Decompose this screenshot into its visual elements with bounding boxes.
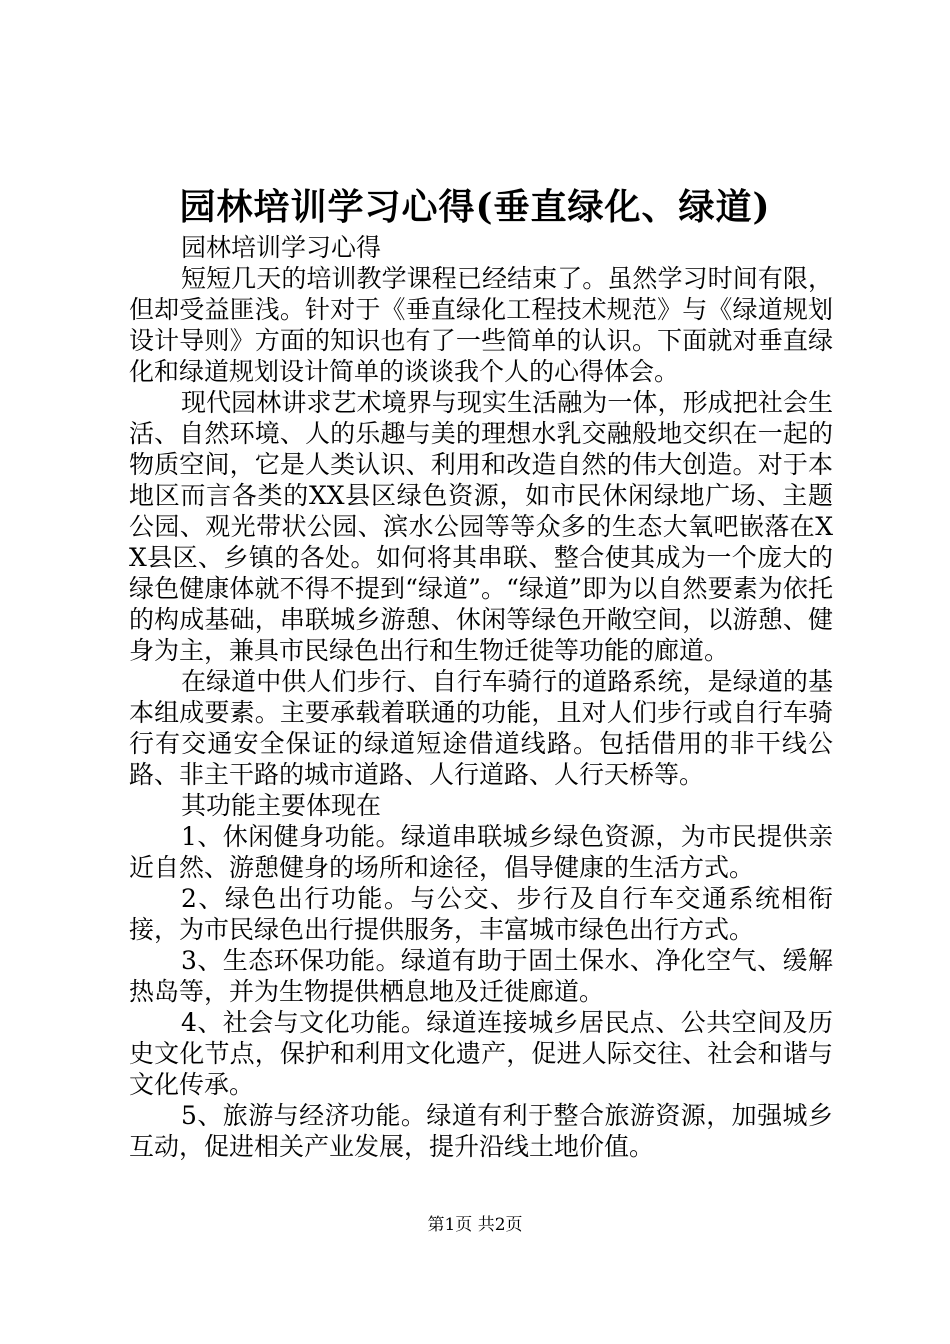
paragraph-heading: 园林培训学习心得 [181, 233, 382, 262]
document-title: 园林培训学习心得(垂直绿化、绿道) [179, 186, 771, 228]
list-item-function-4: 4、社会与文化功能。绿道连接城乡居民点、公共空间及历史文化节点，保护和利用文化遗产，促进人际交往、社会和谐与文化传承。 [129, 1008, 833, 1099]
page-number-footer: 第1页 共2页 [427, 1215, 523, 1235]
list-item-function-3: 3、生态环保功能。绿道有助于固土保水、净化空气、缓解热岛等，并为生物提供栖息地及迁徙廊道。 [129, 946, 833, 1006]
list-item-function-2: 2、绿色出行功能。与公交、步行及自行车交通系统相衔接，为市民绿色出行提供服务，丰富城市绿色出行方式。 [129, 884, 833, 944]
paragraph-functions-intro: 其功能主要体现在 [181, 791, 382, 820]
document-body [129, 232, 833, 1162]
paragraph-modern-garden: 现代园林讲求艺术境界与现实生活融为一体，形成把社会生活、自然环境、人的乐趣与美的理想水乳交融般地交织在一起的物质空间，它是人类认识、利用和改造自然的伟大创造。对于本地区而言各类的XX县区绿色资源，如市民休闲绿地广场、主题公园、观光带状公园、滨水公园等等众多的生态大氧吧嵌落在XX县区、乡镇的各处。如何将其串联、整合使其成为一个庞大的绿色健康体就不得不提到“绿道”。“绿道”即为以自然要素为依托的构成基础，串联城乡游憩、休闲等绿色开敞空间，以游憩、健身为主，兼具市民绿色出行和生物迁徙等功能的廊道。 [129, 388, 833, 665]
paragraph-greenway-roads: 在绿道中供人们步行、自行车骑行的道路系统，是绿道的基本组成要素。主要承载着联通的功能，且对人们步行或自行车骑行有交通安全保证的绿道短途借道线路。包括借用的非干线公路、非主干路的城市道路、人行道路、人行天桥等。 [129, 667, 833, 789]
paragraph-intro: 短短几天的培训教学课程已经结束了。虽然学习时间有限，但却受益匪浅。针对于《垂直绿化工程技术规范》与《绿道规划设计导则》方面的知识也有了一些简单的认识。下面就对垂直绿化和绿道规划设计简单的谈谈我个人的心得体会。 [129, 264, 833, 386]
list-item-function-1: 1、休闲健身功能。绿道串联城乡绿色资源，为市民提供亲近自然、游憩健身的场所和途径，倡导健康的生活方式。 [129, 822, 833, 882]
list-item-function-5: 5、旅游与经济功能。绿道有利于整合旅游资源，加强城乡互动，促进相关产业发展，提升沿线土地价值。 [129, 1101, 833, 1161]
